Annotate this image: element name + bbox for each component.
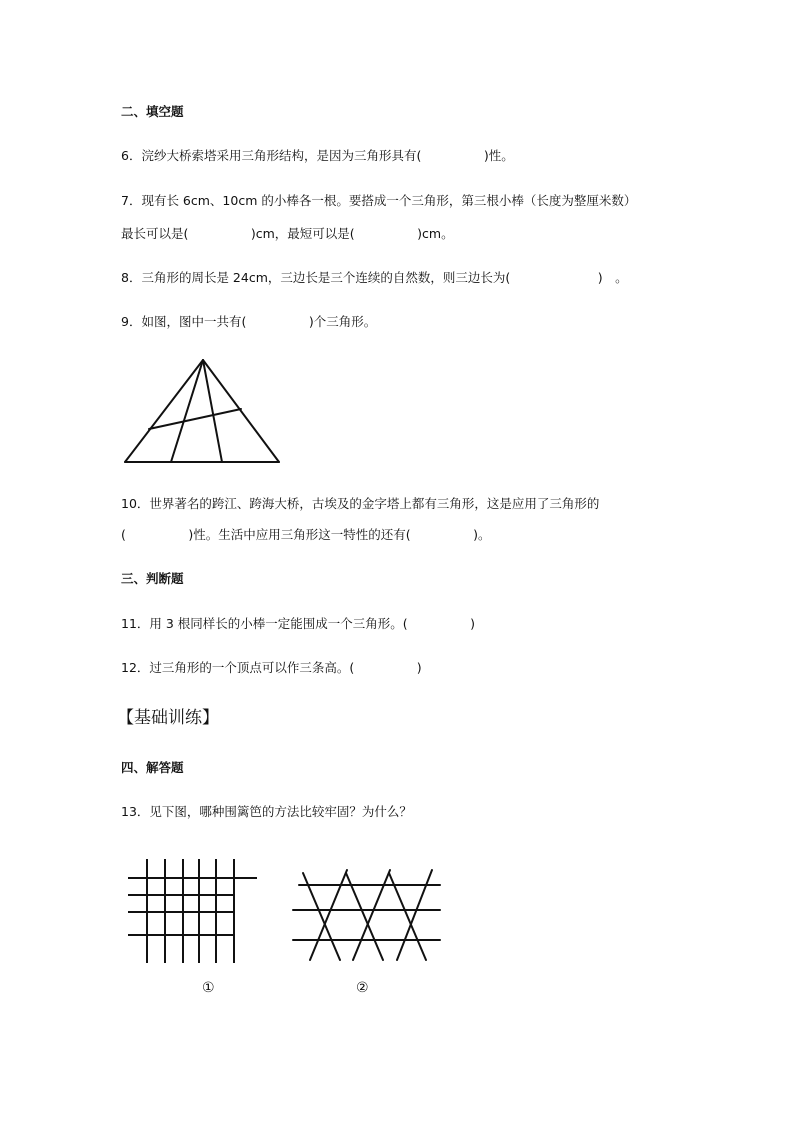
question-7-line-2: 最长可以是( )cm，最短可以是( )cm。	[121, 226, 454, 241]
question-8: 8．三角形的周长是 24cm，三边长是三个连续的自然数，则三边长为( ) 。	[121, 270, 628, 285]
question-6: 6．浣纱大桥索塔采用三角形结构，是因为三角形具有( )性。	[121, 148, 514, 163]
question-7-line-1: 7．现有长 6cm、10cm 的小棒各一根。要搭成一个三角形，第三根小棒（长度为整厘米数）	[121, 193, 637, 208]
section-heading-fill-blank: 二、填空题	[121, 104, 184, 119]
question-10-line-1: 10．世界著名的跨江、跨海大桥，古埃及的金字塔上都有三角形，这是应用了三角形的	[121, 496, 600, 511]
question-9: 9．如图，图中一共有( )个三角形。	[121, 314, 377, 329]
question-12: 12．过三角形的一个顶点可以作三条高。( )	[121, 660, 422, 675]
question-10-line-2: ( )性。生活中应用三角形这一特性的还有( )。	[121, 527, 491, 542]
question-13: 13．见下图，哪种围篱笆的方法比较牢固？为什么？	[121, 804, 412, 819]
section-heading-judge: 三、判断题	[121, 571, 184, 586]
question-11: 11．用 3 根同样长的小棒一定能围成一个三角形。( )	[121, 616, 476, 631]
fence-1-label: ①	[202, 980, 215, 996]
section-heading-answer: 四、解答题	[121, 760, 184, 775]
fence-2-label: ②	[356, 980, 369, 996]
section-heading-basic-training: 【基础训练】	[117, 708, 219, 728]
